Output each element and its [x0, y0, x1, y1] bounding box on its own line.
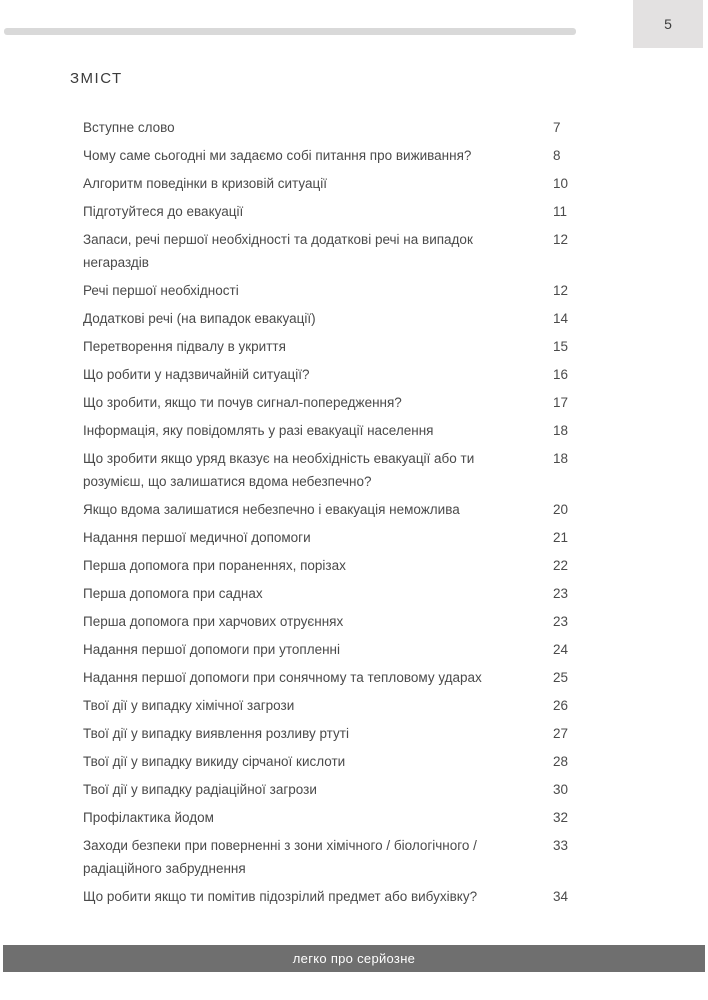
toc-entry-title: Надання першої допомоги при утопленні	[83, 642, 340, 657]
toc-entry-title: Твої дії у випадку радіаційної загрози	[83, 782, 317, 797]
toc-entry	[83, 498, 573, 521]
toc-entry-page-number: 11	[553, 204, 568, 219]
toc-entry-page-number: 18	[553, 451, 569, 466]
footer-bar	[3, 945, 705, 972]
toc-entry-page-number: 18	[553, 423, 569, 438]
toc-entry-title: Якщо вдома залишатися небезпечно і евакуація неможлива	[83, 502, 460, 517]
toc-entry	[83, 279, 573, 302]
toc-entry-page-number: 25	[553, 670, 569, 685]
toc-entry-page-number: 24	[553, 642, 569, 657]
toc-entry	[83, 526, 573, 549]
toc-entry	[83, 666, 573, 689]
toc-entry	[83, 419, 573, 442]
table-of-contents	[70, 70, 573, 913]
toc-entry	[83, 638, 573, 661]
toc-entry-title: Твої дії у випадку викиду сірчаної кислоти	[83, 754, 346, 769]
toc-entry-page-number: 23	[553, 614, 569, 629]
toc-entry	[83, 834, 573, 880]
page-title: ЗМІСТ	[70, 70, 123, 87]
toc-entry-page-number: 21	[553, 530, 569, 545]
toc-entry-title: Що робити якщо ти помітив підозрілий предмет або вибухівку?	[83, 889, 478, 904]
toc-entry-page-number: 26	[553, 698, 569, 713]
toc-entry-title: Перша допомога при саднах	[83, 586, 263, 601]
toc-entry-title: Інформація, яку повідомлять у разі евакуації населення	[83, 423, 434, 438]
page-number-badge	[633, 0, 703, 48]
toc-entry-title: Перша допомога при пораненнях, порізах	[83, 558, 346, 573]
toc-entry-title: Алгоритм поведінки в кризовій ситуації	[83, 176, 327, 191]
toc-entry	[83, 447, 573, 493]
toc-list	[83, 116, 573, 908]
toc-entry-page-number: 22	[553, 558, 569, 573]
toc-entry-title: Надання першої медичної допомоги	[83, 530, 311, 545]
toc-entry	[83, 806, 573, 829]
toc-entry-title: Заходи безпеки при поверненні з зони хімічного / біологічного / радіаційного забруднення	[83, 838, 477, 876]
toc-entry	[83, 144, 573, 167]
toc-entry-page-number: 14	[553, 311, 569, 326]
toc-entry	[83, 172, 573, 195]
toc-entry-page-number: 20	[553, 502, 569, 517]
toc-entry	[83, 694, 573, 717]
toc-entry	[83, 363, 573, 386]
top-accent-bar	[4, 28, 576, 35]
toc-entry-title: Твої дії у випадку хімічної загрози	[83, 698, 295, 713]
toc-entry	[83, 554, 573, 577]
toc-entry-page-number: 28	[553, 754, 569, 769]
toc-entry-title: Перша допомога при харчових отруєннях	[83, 614, 344, 629]
toc-entry-title: Профілактика йодом	[83, 810, 214, 825]
toc-entry-title: Вступне слово	[83, 120, 175, 135]
footer-slogan: легко про серйозне	[292, 951, 416, 966]
toc-entry-title: Запаси, речі першої необхідності та додаткові речі на випадок негараздів	[83, 232, 473, 270]
toc-entry-title: Перетворення підвалу в укриття	[83, 339, 286, 354]
page-number: 5	[664, 16, 672, 32]
toc-entry-page-number: 27	[553, 726, 569, 741]
toc-entry	[83, 610, 573, 633]
toc-entry-page-number: 32	[553, 810, 569, 825]
toc-entry	[83, 116, 573, 139]
toc-entry-title: Чому саме сьогодні ми задаємо собі питання про виживання?	[83, 148, 472, 163]
toc-entry-page-number: 12	[553, 283, 569, 298]
toc-entry-title: Що зробити, якщо ти почув сигнал-попередження?	[83, 395, 402, 410]
toc-entry	[83, 885, 573, 908]
toc-entry-page-number: 17	[553, 395, 569, 410]
toc-entry	[83, 228, 573, 274]
toc-entry-page-number: 33	[553, 838, 569, 853]
toc-entry-title: Додаткові речі (на випадок евакуації)	[83, 311, 316, 326]
toc-entry-title: Що зробити якщо уряд вказує на необхідність евакуації або ти розумієш, що залишатися вдома небезпечно?	[83, 451, 475, 489]
toc-entry-page-number: 30	[553, 782, 569, 797]
toc-entry	[83, 750, 573, 773]
toc-entry-page-number: 16	[553, 367, 569, 382]
toc-entry	[83, 722, 573, 745]
toc-entry	[83, 391, 573, 414]
toc-entry-page-number: 23	[553, 586, 569, 601]
toc-entry	[83, 200, 573, 223]
toc-entry-title: Що робити у надзвичайній ситуації?	[83, 367, 310, 382]
toc-entry-title: Підготуйтеся до евакуації	[83, 204, 244, 219]
toc-entry	[83, 307, 573, 330]
toc-entry-page-number: 15	[553, 339, 569, 354]
toc-entry-title: Надання першої допомоги при сонячному та тепловому ударах	[83, 670, 482, 685]
toc-entry	[83, 335, 573, 358]
toc-entry-title: Речі першої необхідності	[83, 283, 239, 298]
toc-entry-title: Твої дії у випадку виявлення розливу ртуті	[83, 726, 349, 741]
toc-entry-page-number: 8	[553, 148, 561, 163]
toc-entry-page-number: 10	[553, 176, 569, 191]
toc-entry-page-number: 7	[553, 120, 561, 135]
toc-entry	[83, 778, 573, 801]
toc-entry	[83, 582, 573, 605]
toc-entry-page-number: 34	[553, 889, 569, 904]
toc-entry-page-number: 12	[553, 232, 569, 247]
